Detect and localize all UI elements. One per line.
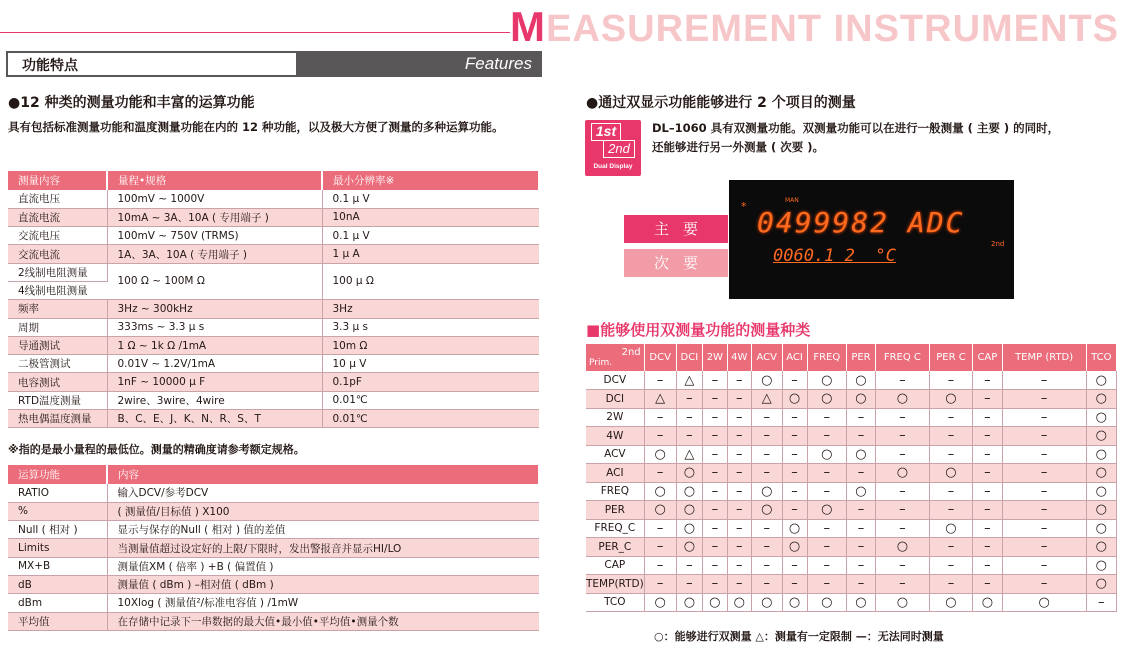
table-row: 周期 333ms ~ 3.3 μ s 3.3 μ s bbox=[8, 318, 539, 336]
matrix-cell: ○ bbox=[807, 371, 847, 390]
matrix-row-header: ACV bbox=[586, 445, 644, 464]
col-header: 测量内容 bbox=[8, 171, 107, 190]
matrix-cell: ○ bbox=[973, 593, 1003, 612]
matrix-cell: – bbox=[727, 390, 751, 409]
matrix-cell: – bbox=[782, 482, 807, 501]
display-2nd-tag: 2nd bbox=[991, 240, 1005, 248]
matrix-cell: – bbox=[973, 445, 1003, 464]
logo-first: 1st bbox=[591, 123, 621, 141]
header-rule bbox=[0, 32, 510, 33]
matrix-cell: ○ bbox=[847, 593, 876, 612]
matrix-cell: ○ bbox=[644, 593, 676, 612]
matrix-cell: – bbox=[847, 519, 876, 538]
matrix-cell: – bbox=[807, 408, 847, 427]
matrix-cell: ○ bbox=[1086, 519, 1116, 538]
matrix-cell: – bbox=[703, 575, 727, 594]
matrix-cell: – bbox=[727, 408, 751, 427]
matrix-cell: ○ bbox=[1086, 556, 1116, 575]
matrix-cell: – bbox=[929, 427, 972, 446]
table-row: 交流电流 1A、3A、10A ( 专用端子 ) 1 μ A bbox=[8, 245, 539, 263]
matrix-cell: – bbox=[973, 538, 1003, 557]
matrix-cell: – bbox=[727, 575, 751, 594]
matrix-cell: – bbox=[875, 482, 929, 501]
table-row: MX+B 测量值XM ( 倍率 ) +B ( 偏置值 ) bbox=[8, 557, 539, 575]
table-row: 频率 3Hz ~ 300kHz 3Hz bbox=[8, 300, 539, 318]
matrix-row-header: DCV bbox=[586, 371, 644, 390]
matrix-cell: △ bbox=[752, 390, 783, 409]
matrix-cell: – bbox=[782, 556, 807, 575]
matrix-cell: ○ bbox=[1086, 482, 1116, 501]
matrix-row-header: TEMP(RTD) bbox=[586, 575, 644, 594]
matrix-cell: – bbox=[847, 501, 876, 520]
matrix-cell: – bbox=[875, 427, 929, 446]
brand-title: MEASUREMENT INSTRUMENTS bbox=[510, 3, 1120, 50]
matrix-cell: – bbox=[703, 556, 727, 575]
matrix-cell: ○ bbox=[752, 371, 783, 390]
matrix-col-header: PER bbox=[847, 344, 876, 371]
matrix-cell: ○ bbox=[1086, 464, 1116, 483]
matrix-cell: – bbox=[973, 482, 1003, 501]
matrix-cell: – bbox=[847, 427, 876, 446]
matrix-cell: ○ bbox=[676, 593, 702, 612]
matrix-cell: – bbox=[1002, 390, 1086, 409]
matrix-cell: – bbox=[727, 519, 751, 538]
matrix-cell: ○ bbox=[1086, 445, 1116, 464]
matrix-cell: – bbox=[703, 464, 727, 483]
matrix-cell: – bbox=[847, 538, 876, 557]
matrix-cell: – bbox=[703, 482, 727, 501]
matrix-cell: ○ bbox=[875, 538, 929, 557]
matrix-cell: – bbox=[782, 371, 807, 390]
table-row: % ( 测量值/目标值 ) X100 bbox=[8, 502, 539, 520]
matrix-cell: – bbox=[929, 445, 972, 464]
matrix-cell: – bbox=[973, 371, 1003, 390]
matrix-cell: – bbox=[875, 408, 929, 427]
matrix-cell: – bbox=[782, 464, 807, 483]
matrix-cell: – bbox=[727, 445, 751, 464]
matrix-cell: ○ bbox=[676, 519, 702, 538]
matrix-cell: ○ bbox=[1086, 575, 1116, 594]
display-man: MAN bbox=[785, 197, 799, 204]
matrix-cell: – bbox=[847, 464, 876, 483]
matrix-cell: – bbox=[1002, 556, 1086, 575]
table-row: 2线制电阻测量 100 Ω ~ 100M Ω 100 μ Ω bbox=[8, 263, 539, 281]
table-row: Null ( 相对 ) 显示与保存的Null ( 相对 ) 值的差值 bbox=[8, 521, 539, 539]
right-heading: ●通过双显示功能能够进行 2 个项目的测量 bbox=[586, 95, 856, 111]
matrix-cell: – bbox=[807, 482, 847, 501]
matrix-row bbox=[586, 538, 1117, 557]
matrix-cell: – bbox=[973, 575, 1003, 594]
table-row: dB 测量值 ( dBm ) –相对值 ( dBm ) bbox=[8, 575, 539, 593]
matrix-cell: ○ bbox=[929, 593, 972, 612]
matrix-cell: – bbox=[1002, 501, 1086, 520]
matrix-row bbox=[586, 371, 1117, 390]
matrix-row bbox=[586, 390, 1117, 409]
matrix-row-header: 2W bbox=[586, 408, 644, 427]
matrix-cell: – bbox=[752, 427, 783, 446]
matrix-cell: ○ bbox=[1086, 390, 1116, 409]
matrix-cell: – bbox=[807, 538, 847, 557]
left-intro: 具有包括标准测量功能和温度测量功能在内的 12 种功能，以及极大方便了测量的多种运算功能。 bbox=[8, 120, 504, 134]
matrix-cell: – bbox=[1002, 519, 1086, 538]
matrix-cell: ○ bbox=[676, 482, 702, 501]
matrix-cell: ○ bbox=[929, 390, 972, 409]
matrix-row-header: ACI bbox=[586, 464, 644, 483]
matrix-cell: – bbox=[644, 427, 676, 446]
matrix-cell: ○ bbox=[1086, 501, 1116, 520]
matrix-cell: – bbox=[973, 408, 1003, 427]
table-row: RATIO 输入DCV/参考DCV bbox=[8, 484, 539, 502]
matrix-cell: ○ bbox=[875, 464, 929, 483]
matrix-cell: ○ bbox=[752, 593, 783, 612]
matrix-cell: – bbox=[782, 445, 807, 464]
matrix-cell: ○ bbox=[727, 593, 751, 612]
matrix-cell: ○ bbox=[676, 501, 702, 520]
matrix-cell: – bbox=[1002, 538, 1086, 557]
section-bar bbox=[6, 51, 542, 77]
matrix-cell: – bbox=[782, 408, 807, 427]
matrix-corner: 2nd Prim. bbox=[586, 344, 644, 371]
matrix-cell: – bbox=[703, 519, 727, 538]
matrix-cell: – bbox=[676, 575, 702, 594]
matrix-cell: ○ bbox=[807, 390, 847, 409]
matrix-row bbox=[586, 408, 1117, 427]
matrix-cell: ○ bbox=[676, 464, 702, 483]
matrix-col-header: PER C bbox=[929, 344, 972, 371]
matrix-row-header: TCO bbox=[586, 593, 644, 612]
matrix-col-header: FREQ C bbox=[875, 344, 929, 371]
matrix-cell: – bbox=[1002, 575, 1086, 594]
matrix-cell: – bbox=[752, 556, 783, 575]
matrix-cell: – bbox=[929, 501, 972, 520]
matrix-cell: – bbox=[782, 501, 807, 520]
matrix-cell: – bbox=[752, 538, 783, 557]
dual-display-screen bbox=[729, 180, 1014, 299]
matrix-cell: ○ bbox=[847, 445, 876, 464]
logo-second: 2nd bbox=[603, 140, 635, 158]
dual-display-logo bbox=[585, 120, 641, 176]
matrix-cell: – bbox=[676, 408, 702, 427]
matrix-cell: – bbox=[1002, 464, 1086, 483]
matrix-cell: – bbox=[752, 519, 783, 538]
table-row: RTD温度测量 2wire、3wire、4wire 0.01℃ bbox=[8, 391, 539, 409]
matrix-col-header: TEMP (RTD) bbox=[1002, 344, 1086, 371]
matrix-cell: ○ bbox=[752, 501, 783, 520]
measurement-table bbox=[8, 171, 540, 428]
matrix-row bbox=[586, 519, 1117, 538]
matrix-row-header: PER bbox=[586, 501, 644, 520]
matrix-cell: – bbox=[929, 556, 972, 575]
matrix-col-header: ACV bbox=[752, 344, 783, 371]
matrix-cell: – bbox=[752, 575, 783, 594]
matrix-cell: – bbox=[847, 408, 876, 427]
matrix-cell: – bbox=[807, 519, 847, 538]
right-intro-line1: DL–1060 具有双测量功能。双测量功能可以在进行一般测量 ( 主要 ) 的同时， bbox=[652, 121, 1060, 135]
matrix-cell: – bbox=[929, 538, 972, 557]
matrix-cell: – bbox=[727, 464, 751, 483]
matrix-cell: – bbox=[1002, 482, 1086, 501]
display-star: * bbox=[741, 200, 747, 213]
matrix-cell: △ bbox=[644, 390, 676, 409]
matrix-row bbox=[586, 427, 1117, 446]
matrix-row-header: FREQ_C bbox=[586, 519, 644, 538]
matrix-cell: – bbox=[752, 408, 783, 427]
matrix-legend: ○：能够进行双测量 △：测量有一定限制 —：无法同时测量 bbox=[654, 630, 944, 643]
matrix-row-header: FREQ bbox=[586, 482, 644, 501]
matrix-cell: △ bbox=[676, 371, 702, 390]
matrix-cell: – bbox=[875, 501, 929, 520]
matrix-cell: ○ bbox=[644, 482, 676, 501]
secondary-label: 次要 bbox=[624, 249, 728, 277]
matrix-cell: ○ bbox=[782, 538, 807, 557]
display-sub: 0060.1 2 °C bbox=[773, 246, 896, 266]
matrix-col-header: DCV bbox=[644, 344, 676, 371]
matrix-cell: – bbox=[929, 371, 972, 390]
matrix-cell: – bbox=[676, 556, 702, 575]
table-row: 导通测试 1 Ω ~ 1k Ω /1mA 10m Ω bbox=[8, 336, 539, 354]
matrix-col-header: DCI bbox=[676, 344, 702, 371]
matrix-cell: – bbox=[807, 427, 847, 446]
matrix-cell: – bbox=[727, 371, 751, 390]
matrix-col-header: FREQ bbox=[807, 344, 847, 371]
matrix-cell: ○ bbox=[676, 538, 702, 557]
matrix-cell: – bbox=[929, 575, 972, 594]
matrix-col-header: CAP bbox=[973, 344, 1003, 371]
footnote: ※指的是最小量程的最低位。测量的精确度请参考额定规格。 bbox=[8, 443, 305, 456]
table-row: dBm 10Xlog ( 测量值²/标准电容值 ) /1mW bbox=[8, 594, 539, 612]
matrix-col-header: 2W bbox=[703, 344, 727, 371]
matrix-cell: – bbox=[1002, 427, 1086, 446]
matrix-cell: – bbox=[703, 445, 727, 464]
matrix-row bbox=[586, 482, 1117, 501]
matrix-cell: – bbox=[875, 519, 929, 538]
matrix-cell: – bbox=[973, 464, 1003, 483]
matrix-col-header: TCO bbox=[1086, 344, 1116, 371]
left-heading: ●12 种类的测量功能和丰富的运算功能 bbox=[8, 95, 255, 111]
section-title-cn: 功能特点 bbox=[8, 53, 296, 75]
matrix-cell: ○ bbox=[807, 501, 847, 520]
matrix-cell: – bbox=[703, 390, 727, 409]
col-header: 量程•规格 bbox=[107, 171, 322, 190]
table-row: 热电偶温度测量 B、C、E、J、K、N、R、S、T 0.01℃ bbox=[8, 410, 539, 428]
matrix-cell: – bbox=[875, 556, 929, 575]
matrix-row bbox=[586, 464, 1117, 483]
matrix-row bbox=[586, 575, 1117, 594]
matrix-cell: – bbox=[676, 390, 702, 409]
matrix-cell: ○ bbox=[644, 445, 676, 464]
matrix-cell: – bbox=[929, 482, 972, 501]
matrix-cell: ○ bbox=[782, 390, 807, 409]
matrix-cell: – bbox=[703, 538, 727, 557]
matrix-cell: ○ bbox=[929, 519, 972, 538]
matrix-cell: – bbox=[807, 464, 847, 483]
matrix-cell: – bbox=[703, 501, 727, 520]
matrix-cell: – bbox=[727, 427, 751, 446]
matrix-cell: ○ bbox=[1086, 371, 1116, 390]
matrix-cell: – bbox=[752, 445, 783, 464]
matrix-cell: – bbox=[875, 445, 929, 464]
matrix-cell: – bbox=[1002, 371, 1086, 390]
matrix-row-header: DCI bbox=[586, 390, 644, 409]
matrix-cell: ○ bbox=[847, 482, 876, 501]
matrix-cell: – bbox=[644, 575, 676, 594]
col-header: 运算功能 bbox=[8, 465, 107, 484]
matrix-cell: – bbox=[1002, 408, 1086, 427]
matrix-cell: – bbox=[973, 427, 1003, 446]
matrix-cell: – bbox=[727, 501, 751, 520]
matrix-cell: – bbox=[644, 556, 676, 575]
matrix-cell: ○ bbox=[703, 593, 727, 612]
matrix-cell: – bbox=[973, 501, 1003, 520]
matrix-cell: – bbox=[676, 427, 702, 446]
matrix-cell: – bbox=[1002, 445, 1086, 464]
matrix-cell: ○ bbox=[1086, 427, 1116, 446]
right-intro-line2: 还能够进行另一外测量 ( 次要 )。 bbox=[652, 140, 825, 154]
primary-label: 主要 bbox=[624, 215, 728, 243]
matrix-col-header: ACI bbox=[782, 344, 807, 371]
matrix-row-header: CAP bbox=[586, 556, 644, 575]
matrix-cell: – bbox=[644, 408, 676, 427]
matrix-cell: ○ bbox=[807, 445, 847, 464]
table-row: 电容测试 1nF ~ 10000 μ F 0.1pF bbox=[8, 373, 539, 391]
matrix-row bbox=[586, 593, 1117, 612]
matrix-cell: – bbox=[875, 371, 929, 390]
matrix-cell: – bbox=[703, 427, 727, 446]
table-row: Limits 当测量值超过设定好的上限/下限时，发出警报音并显示HI/LO bbox=[8, 539, 539, 557]
matrix-cell: △ bbox=[676, 445, 702, 464]
table-row: 平均值 在存储中记录下一串数据的最大值•最小值•平均值•测量个数 bbox=[8, 612, 539, 630]
matrix-cell: ○ bbox=[752, 482, 783, 501]
matrix-cell: – bbox=[752, 464, 783, 483]
table-row: 二极管测试 0.01V ~ 1.2V/1mA 10 μ V bbox=[8, 355, 539, 373]
table-row: 直流电压 100mV ~ 1000V 0.1 μ V bbox=[8, 190, 539, 208]
display-main: 0499982 ADC bbox=[757, 206, 965, 239]
matrix-cell: – bbox=[973, 390, 1003, 409]
matrix-cell: – bbox=[703, 408, 727, 427]
matrix-cell: ○ bbox=[1002, 593, 1086, 612]
matrix-cell: – bbox=[973, 519, 1003, 538]
matrix-cell: ○ bbox=[929, 464, 972, 483]
matrix-cell: – bbox=[782, 427, 807, 446]
matrix-row-header: PER_C bbox=[586, 538, 644, 557]
table-row: 4线制电阻测量 bbox=[8, 281, 539, 299]
matrix-cell: – bbox=[727, 538, 751, 557]
matrix-cell: – bbox=[847, 575, 876, 594]
matrix-cell: – bbox=[875, 575, 929, 594]
matrix-cell: ○ bbox=[782, 593, 807, 612]
matrix-cell: ○ bbox=[847, 371, 876, 390]
matrix-cell: – bbox=[1086, 593, 1116, 612]
matrix-cell: – bbox=[929, 408, 972, 427]
matrix-cell: ○ bbox=[847, 390, 876, 409]
section-title-en: Features bbox=[464, 54, 532, 73]
matrix-cell: – bbox=[782, 575, 807, 594]
matrix-cell: – bbox=[644, 371, 676, 390]
col-header: 最小分辨率※ bbox=[322, 171, 539, 190]
matrix-cell: – bbox=[727, 482, 751, 501]
matrix-cell: – bbox=[807, 575, 847, 594]
matrix-cell: ○ bbox=[782, 519, 807, 538]
matrix-cell: – bbox=[807, 556, 847, 575]
matrix-cell: ○ bbox=[807, 593, 847, 612]
matrix-cell: – bbox=[644, 538, 676, 557]
matrix-cell: ○ bbox=[1086, 538, 1116, 557]
square-bullet-icon: ■ bbox=[586, 321, 601, 339]
matrix-cell: ○ bbox=[644, 501, 676, 520]
matrix-row bbox=[586, 556, 1117, 575]
table-row: 直流电流 10mA ~ 3A、10A ( 专用端子 ) 10nA bbox=[8, 208, 539, 226]
matrix-row bbox=[586, 501, 1117, 520]
matrix-row bbox=[586, 445, 1117, 464]
matrix-col-header: 4W bbox=[727, 344, 751, 371]
calc-table bbox=[8, 465, 540, 631]
matrix-title: ■能够使用双测量功能的测量种类 bbox=[586, 321, 811, 339]
matrix-cell: ○ bbox=[875, 390, 929, 409]
matrix-cell: – bbox=[703, 371, 727, 390]
matrix-row-header: 4W bbox=[586, 427, 644, 446]
dual-measure-matrix bbox=[586, 344, 1117, 612]
matrix-cell: – bbox=[847, 556, 876, 575]
matrix-cell: ○ bbox=[875, 593, 929, 612]
matrix-cell: – bbox=[727, 556, 751, 575]
matrix-cell: ○ bbox=[1086, 408, 1116, 427]
col-header: 内容 bbox=[107, 465, 539, 484]
matrix-cell: – bbox=[644, 464, 676, 483]
matrix-cell: – bbox=[973, 556, 1003, 575]
matrix-cell: – bbox=[644, 519, 676, 538]
table-row: 交流电压 100mV ~ 750V (TRMS) 0.1 μ V bbox=[8, 227, 539, 245]
logo-caption: Dual Display bbox=[593, 163, 633, 170]
